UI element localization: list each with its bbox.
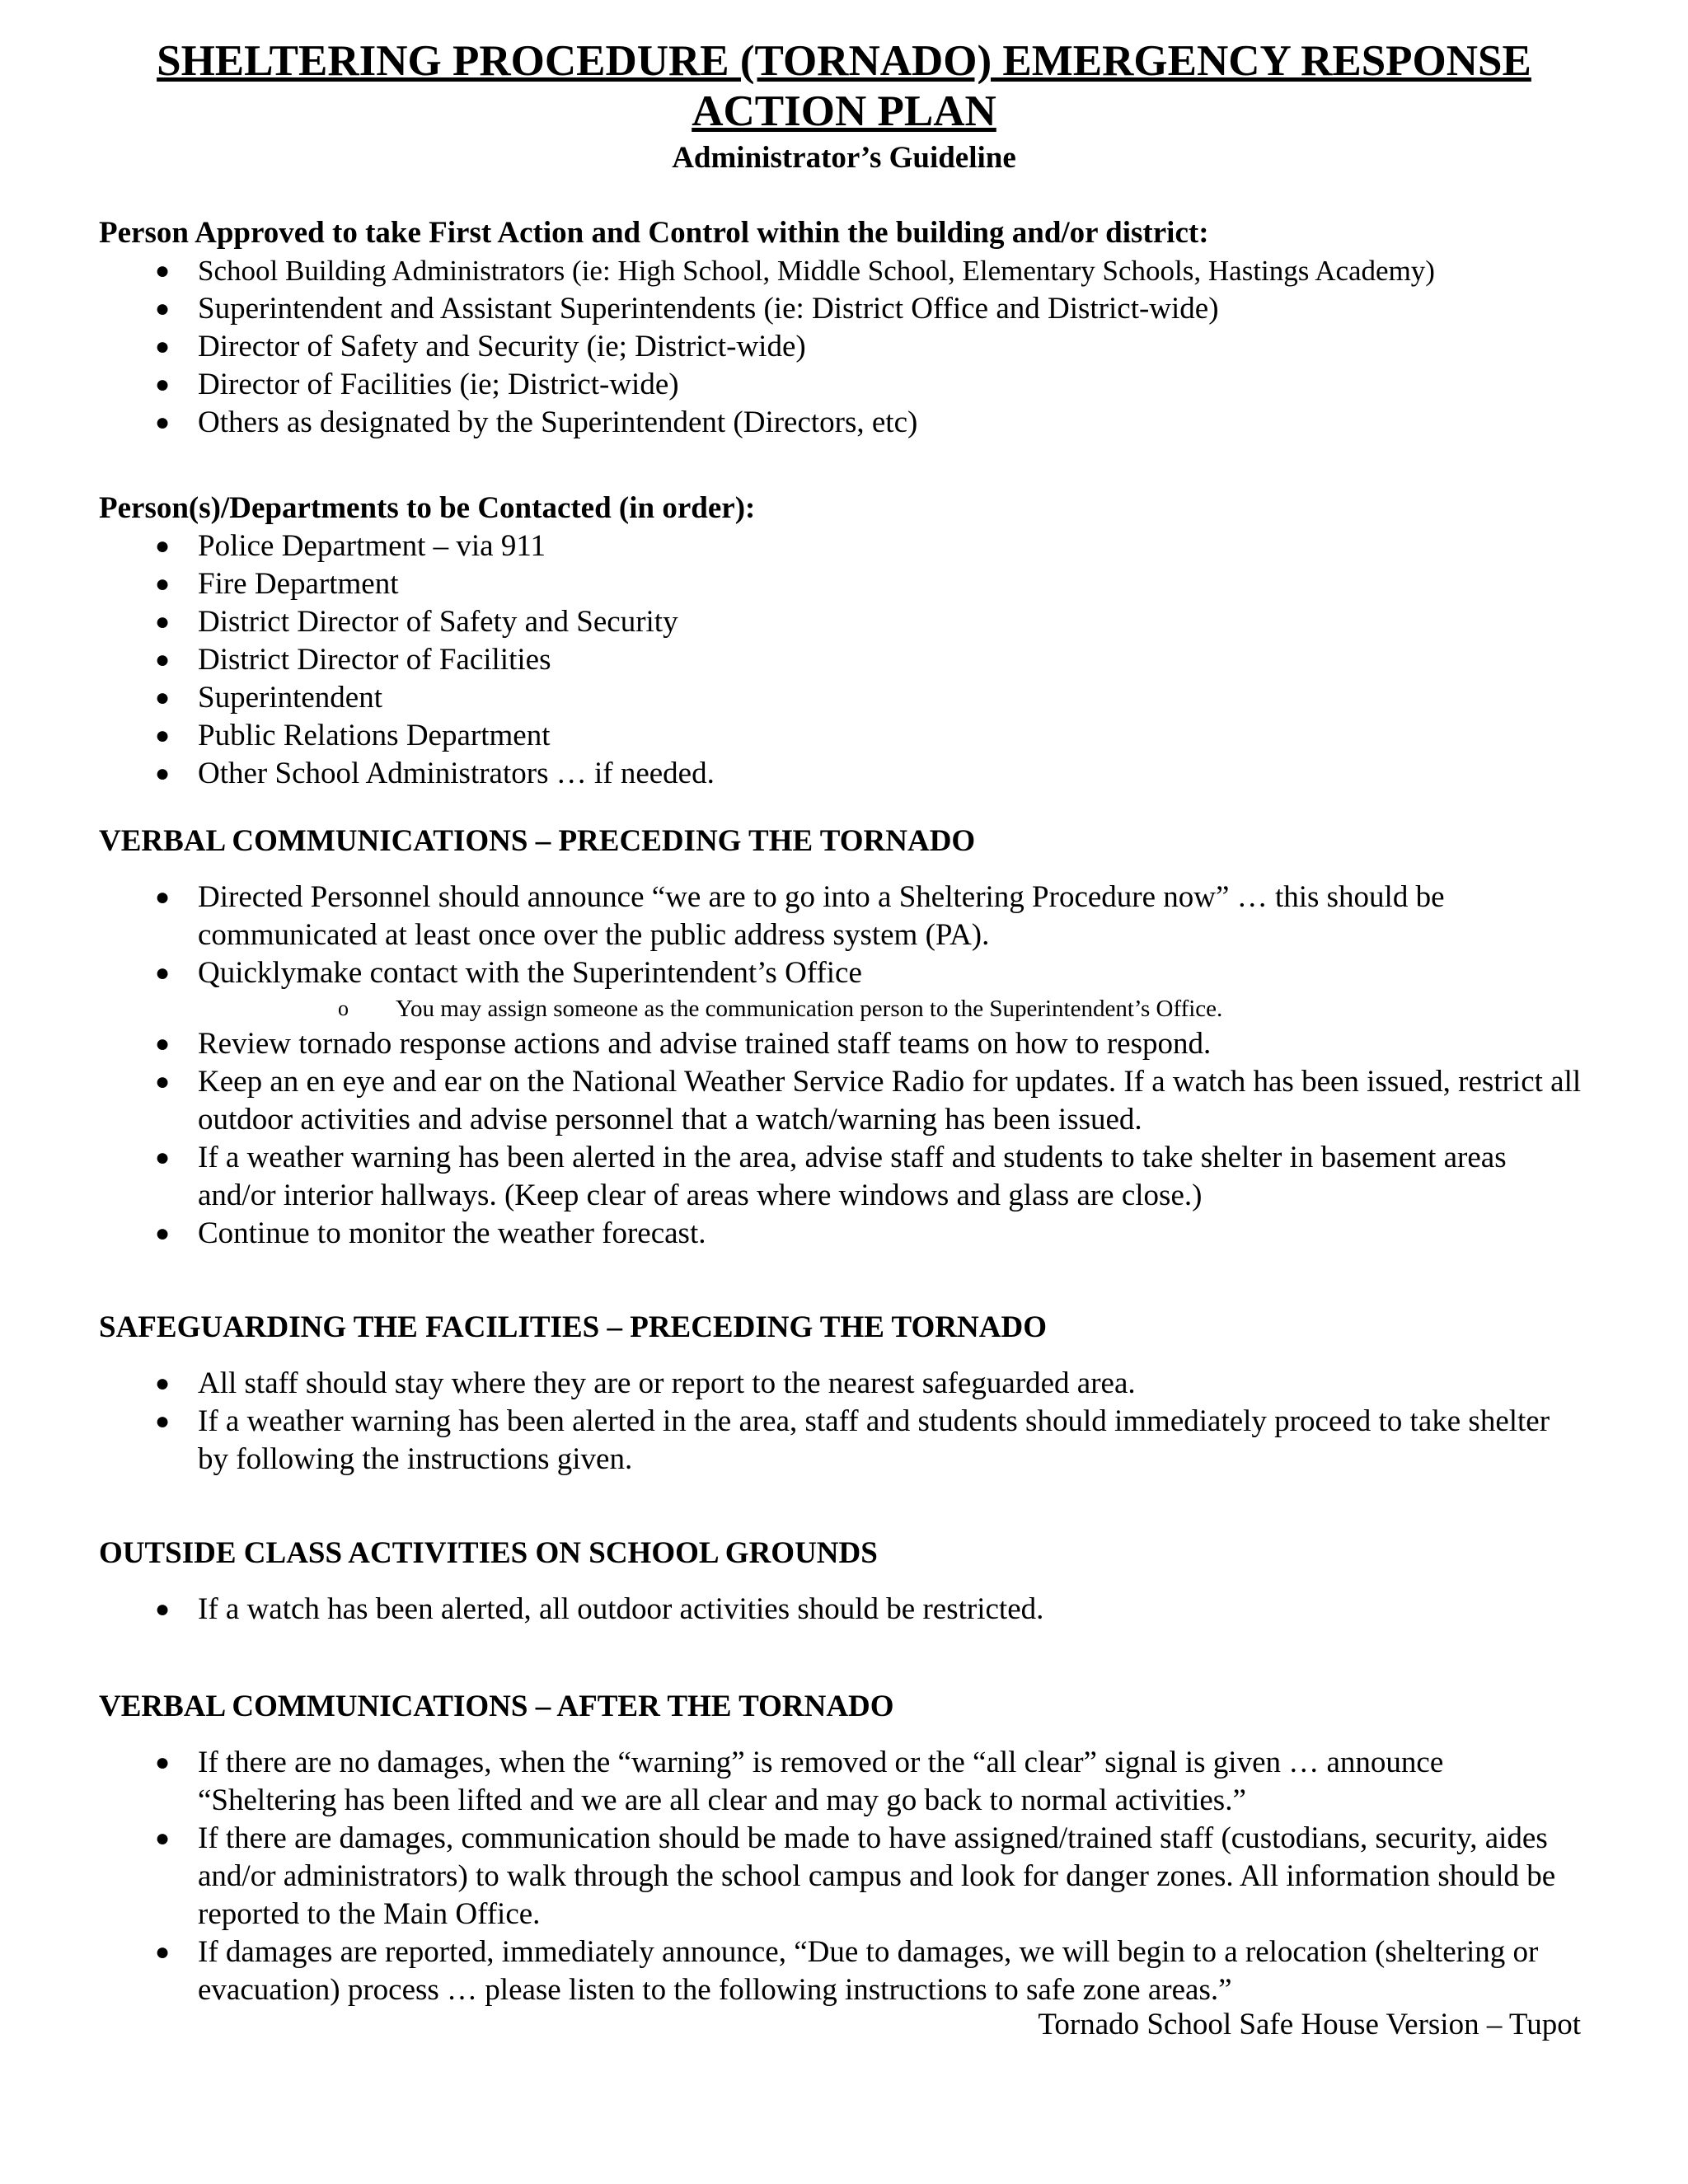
section-verbal-after [99, 1688, 1582, 2009]
title-line-1: SHELTERING PROCEDURE (TORNADO) EMERGENCY RESPONSE [157, 37, 1531, 85]
bullet-icon: ● [155, 409, 171, 436]
list-item: ● If damages are reported, immediately announce, “Due to damages, we will begin to a relocation (sheltering or evacuation) process … please listen to the following instructions to safe zone areas.” [155, 1935, 1539, 2007]
bullet-icon: ● [155, 1068, 171, 1095]
list-item: ● Police Department – via 911 [99, 527, 1582, 565]
title-line-2: ACTION PLAN [692, 87, 996, 135]
bullet-icon: ● [155, 608, 171, 635]
list-item: ● Director of Facilities (ie; District-wide) [99, 366, 1582, 404]
list-item: ● Keep an en eye and ear on the National Weather Service Radio for updates. If a watch has been issued, restrict all outdoor activities and advise personnel that a watch/warning has been issued. [155, 1065, 1582, 1137]
bullet-icon: ● [155, 1938, 171, 1966]
bullet-icon: ● [155, 1825, 171, 1852]
list-item: ● Others as designated by the Superintendent (Directors, etc) [99, 404, 1582, 442]
section-heading: SAFEGUARDING THE FACILITIES – PRECEDING THE TORNADO [99, 1310, 1047, 1344]
bullet-icon: ● [155, 883, 171, 911]
bullet-icon: ● [155, 295, 171, 322]
list-item: ● Review tornado response actions and advise trained staff teams on how to respond. [99, 1025, 1582, 1063]
section-heading: Person Approved to take First Action and Control within the building and/or district: [99, 216, 1209, 250]
bullet-list [99, 252, 1582, 442]
bullet-icon: ● [155, 570, 171, 598]
list-item: ● If there are no damages, when the “warning” is removed or the “all clear” signal is given … announce “Sheltering has been lifted and we are all clear and may go back to normal activities.” [155, 1746, 1444, 1817]
bullet-list [99, 527, 1582, 793]
list-item: ● Directed Personnel should announce “we are to go into a Sheltering Procedure now” … this should be communicated at least once over the public address system (PA). [155, 880, 1445, 952]
list-item: ● Other School Administrators … if needed. [99, 755, 1582, 793]
bullet-icon: ● [155, 1144, 171, 1171]
bullet-icon: ● [155, 722, 171, 749]
circle-bullet-icon: o [338, 996, 349, 1020]
bullet-list [99, 1365, 1582, 1479]
sub-list [198, 992, 1582, 1025]
list-item: ● If a weather warning has been alerted in the area, advise staff and students to take shelter in basement areas and/or interior hallways. (Keep clear of areas where windows and glass are close.) [155, 1141, 1507, 1212]
bullet-list [99, 879, 1582, 1253]
list-item: ● Continue to monitor the weather forecast. [99, 1215, 1582, 1253]
list-item: ● If a weather warning has been alerted in the area, staff and students should immediately proceed to take shelter by following the instructions given. [155, 1404, 1550, 1476]
sub-list-item: o You may assign someone as the communication person to the Superintendent’s Office. [198, 992, 1582, 1025]
list-item: ● Public Relations Department [99, 717, 1582, 755]
document-subtitle: Administrator’s Guideline [672, 141, 1016, 175]
bullet-list [99, 1591, 1582, 1629]
bullet-icon: ● [155, 1749, 171, 1776]
list-item: ● If a watch has been alerted, all outdoor activities should be restricted. [99, 1591, 1582, 1629]
list-item: ● School Building Administrators (ie: High School, Middle School, Elementary Schools, Hastings Academy) [99, 252, 1582, 290]
section-safeguarding [99, 1309, 1582, 1479]
section-heading: VERBAL COMMUNICATIONS – PRECEDING THE TORNADO [99, 824, 976, 858]
bullet-icon: ● [155, 371, 171, 398]
bullet-icon: ● [155, 257, 171, 284]
section-heading: VERBAL COMMUNICATIONS – AFTER THE TORNADO [99, 1690, 894, 1723]
bullet-icon: ● [155, 760, 171, 787]
bullet-icon: ● [155, 646, 171, 673]
document-title [82, 36, 1606, 137]
document-footer: Tornado School Safe House Version – Tupot [1038, 2008, 1581, 2041]
bullet-icon: ● [155, 684, 171, 711]
section-first-action [99, 214, 1582, 442]
bullet-icon: ● [155, 532, 171, 560]
list-item: ● Fire Department [99, 565, 1582, 603]
list-item: ● District Director of Facilities [99, 641, 1582, 679]
section-outside-activities [99, 1535, 1582, 1629]
bullet-icon: ● [155, 1596, 171, 1623]
bullet-list [99, 1744, 1582, 2009]
list-item: ● Superintendent and Assistant Superintendents (ie: District Office and District-wide) [99, 290, 1582, 328]
list-item: ● If there are damages, communication should be made to have assigned/trained staff (custodians, security, aides and/or administrators) to walk through the school campus and look for danger zones. All information should be reported to the Main Office. [155, 1821, 1556, 1931]
section-verbal-preceding [99, 823, 1582, 1253]
list-item: ● Quicklymake contact with the Superintendent’s Office o You may assign someone as the communication person to the Superintendent’s Office. [99, 954, 1582, 1025]
section-heading: OUTSIDE CLASS ACTIVITIES ON SCHOOL GROUNDS [99, 1536, 878, 1570]
section-contacts [99, 490, 1582, 793]
bullet-icon: ● [155, 1370, 171, 1397]
list-item: ● All staff should stay where they are or report to the nearest safeguarded area. [99, 1365, 1582, 1403]
section-heading: Person(s)/Departments to be Contacted (in order): [99, 491, 756, 525]
bullet-icon: ● [155, 1220, 171, 1247]
bullet-icon: ● [155, 1408, 171, 1435]
list-item: ● District Director of Safety and Security [99, 603, 1582, 641]
list-item: ● Director of Safety and Security (ie; District-wide) [99, 328, 1582, 366]
list-item: ● Superintendent [99, 679, 1582, 717]
bullet-icon: ● [155, 333, 171, 360]
bullet-icon: ● [155, 1030, 171, 1057]
bullet-icon: ● [155, 959, 171, 987]
